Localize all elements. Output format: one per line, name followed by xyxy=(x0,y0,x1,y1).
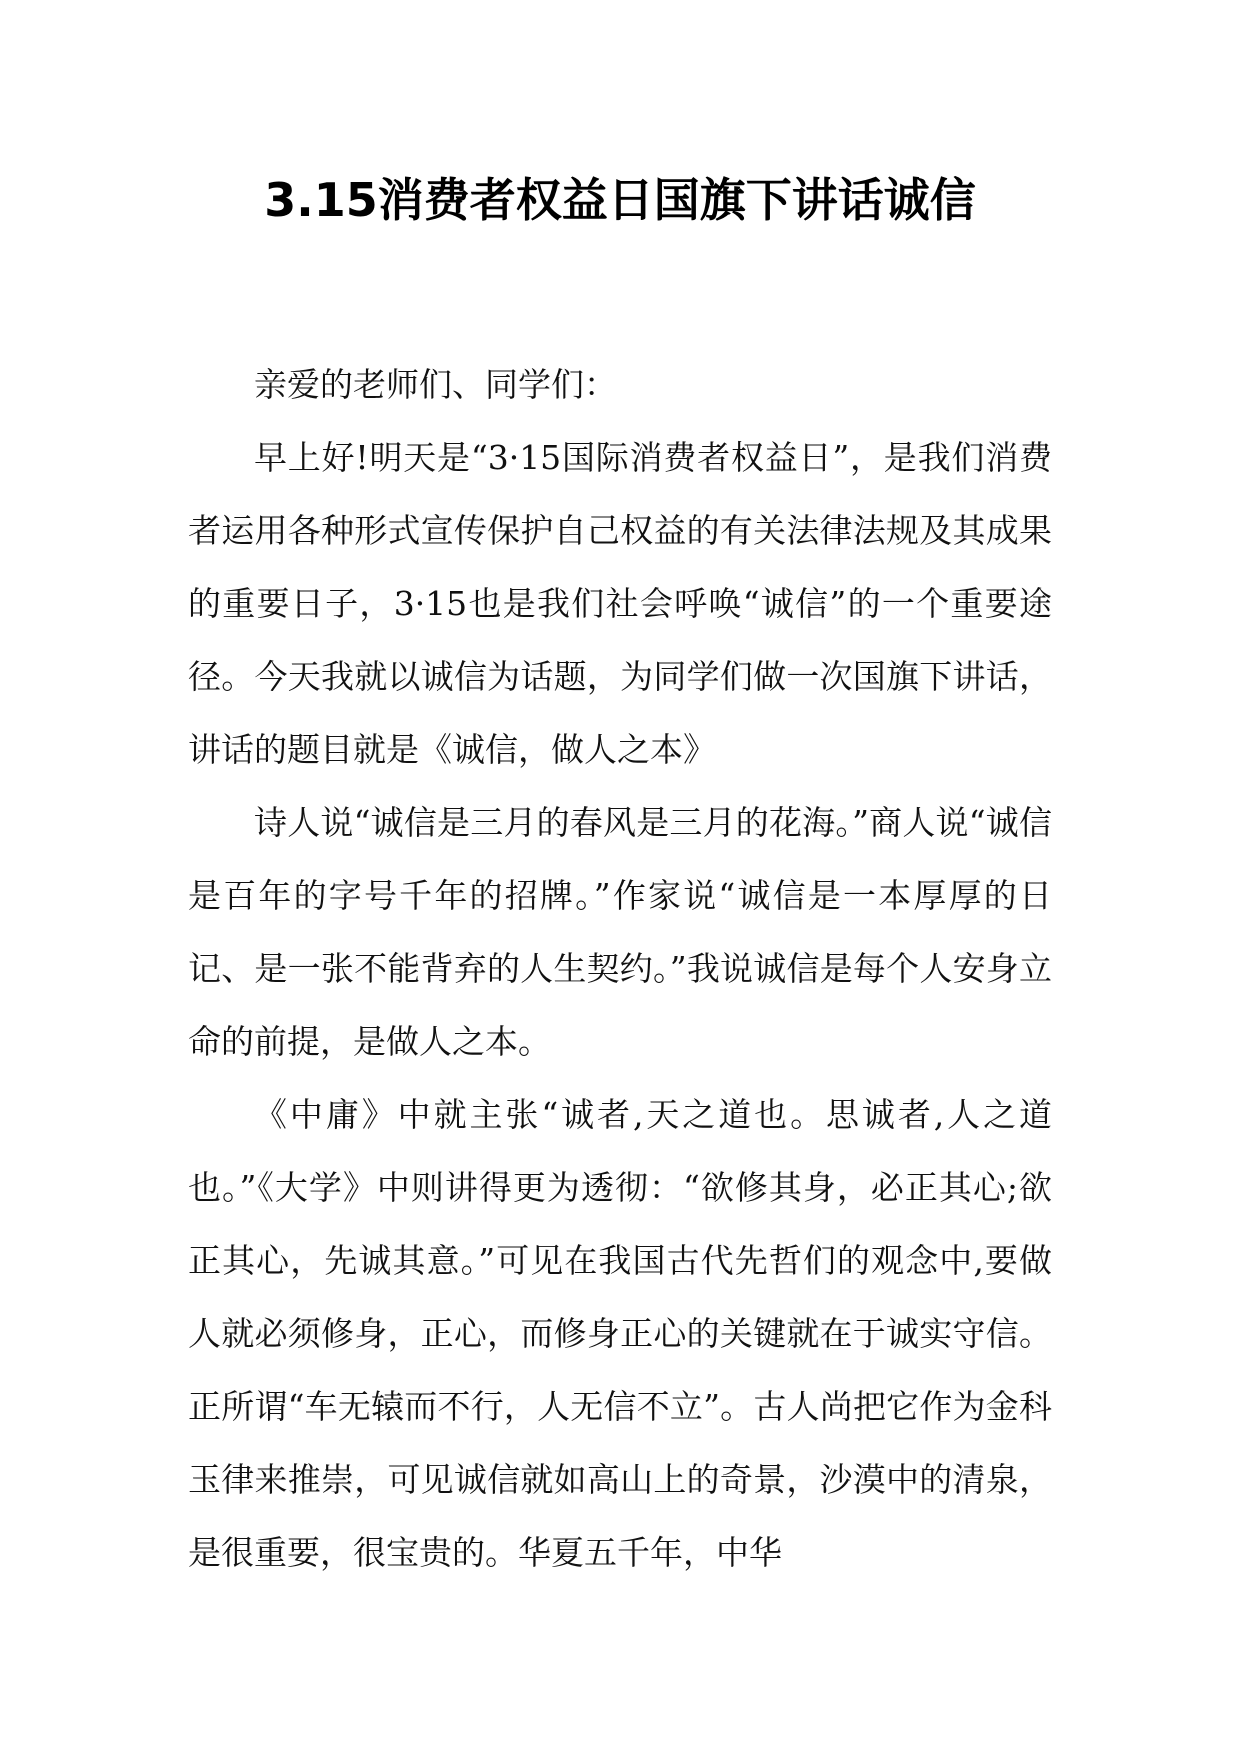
document-title: 3.15消费者权益日国旗下讲话诚信 xyxy=(264,173,976,227)
document-body xyxy=(188,348,1052,1589)
paragraph-introduction: 早上好!明天是“3·15国际消费者权益日”，是我们消费者运用各种形式宣传保护自己权益的有关法律法规及其成果的重要日子，3·15也是我们社会呼唤“诚信”的一个重要途径。今天我就以诚信为话题，为同学们做一次国旗下讲话，讲话的题目就是《诚信，做人之本》 xyxy=(188,438,1052,769)
paragraph-greeting: 亲爱的老师们、同学们： xyxy=(254,365,617,404)
paragraph-classics: 《中庸》中就主张“诚者,天之道也。思诚者,人之道也。”《大学》中则讲得更为透彻：“欲修其身，必正其心;欲正其心，先诚其意。”可见在我国古代先哲们的观念中,要做人就必须修身，正心，而修身正心的关键就在于诚实守信。正所谓“车无辕而不行，人无信不立”。古人尚把它作为金科玉律来推崇，可见诚信就如高山上的奇景，沙漠中的清泉，是很重要，很宝贵的。华夏五千年，中华 xyxy=(188,1095,1052,1572)
paragraph-quotes: 诗人说“诚信是三月的春风是三月的花海。”商人说“诚信是百年的字号千年的招牌。”作家说“诚信是一本厚厚的日记、是一张不能背弃的人生契约。”我说诚信是每个人安身立命的前提，是做人之本。 xyxy=(188,803,1052,1061)
